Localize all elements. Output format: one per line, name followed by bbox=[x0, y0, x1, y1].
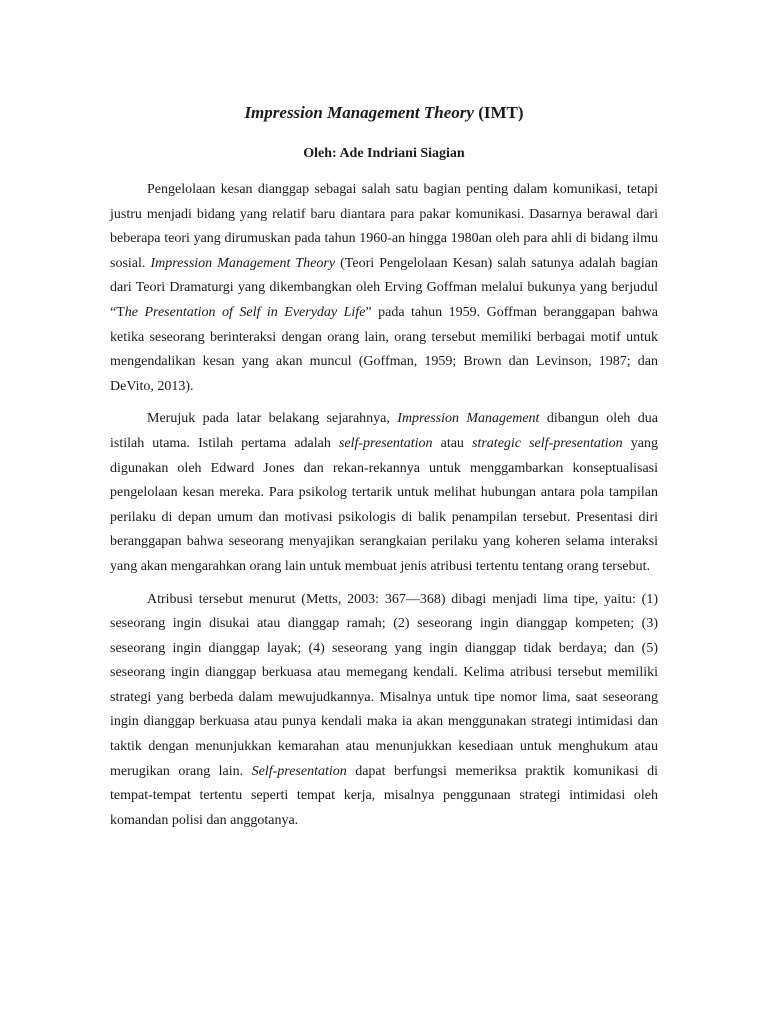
text-segment: yang digunakan oleh Edward Jones dan rekan-rekannya untuk menggambarkan konseptualisasi pengelolaan kesan mereka. Para psikolog tertarik untuk melihat hubungan antara pola tampilan perilaku di depan umum dan motivasi psikologis di balik penampilan tersebut. Presentasi diri beranggapan bahwa seseorang menyajikan serangkaian perilaku yang koheren selama interaksi yang akan mengarahkan orang lain untuk membuat jenis atribusi tertentu tentang orang tersebut. bbox=[110, 435, 658, 574]
text-segment: atau bbox=[432, 435, 473, 451]
text-segment: Atribusi tersebut menurut (Metts, 2003: 367—368) dibagi menjadi lima tipe, yaitu: (1) seseorang ingin disukai atau dianggap ramah; (2) seseorang ingin dianggap kompeten; (3) seseorang ingin dianggap layak; (4) seseorang yang ingin dianggap tidak berdaya; dan (5) seseorang ingin dianggap berkuasa atau memegang kendali. Kelima atribusi tersebut memiliki strategi yang berbeda dalam mewujudkannya. Misalnya untuk tipe nomor lima, saat seseorang ingin dianggap berkuasa atau punya kendali maka ia akan menggunakan strategi intimidasi dan taktik dengan menunjukkan kemarahan atau menunjukkan kesediaan untuk menghukum atau merugikan orang lain. bbox=[110, 591, 658, 779]
title-suffix: (IMT) bbox=[473, 103, 524, 122]
italic-text: strategic self-presentation bbox=[472, 435, 623, 451]
text-segment: dibangun oleh dua istilah utama. Istilah pertama adalah bbox=[110, 411, 658, 451]
text-segment: dapat berfungsi memeriksa praktik komunikasi di tempat-tempat tertentu seperti tempat kerja, misalnya penggunaan strategi intimidasi oleh komandan polisi dan anggotanya. bbox=[110, 763, 658, 828]
paragraph bbox=[110, 588, 658, 834]
body-text bbox=[110, 178, 658, 833]
italic-text: Impression Management Theory bbox=[150, 255, 336, 271]
italic-text: he Presentation of Self in Everyday Life bbox=[124, 304, 366, 320]
text-segment: Pengelolaan kesan dianggap sebagai salah satu bagian penting dalam komunikasi, tetapi justru menjadi bidang yang relatif baru diantara para pakar komunikasi. Dasarnya berawal dari beberapa teori yang dirumuskan pada tahun 1960-an hingga 1980an oleh para ahli di bidang ilmu sosial. bbox=[110, 182, 658, 271]
italic-text: Impression Management bbox=[397, 411, 540, 427]
italic-text: self-presentation bbox=[338, 435, 433, 451]
title-italic: Impression Management Theory bbox=[244, 103, 474, 122]
paragraph bbox=[110, 407, 658, 579]
document-title bbox=[110, 100, 658, 126]
paragraph bbox=[110, 178, 658, 399]
italic-text: Self-presentation bbox=[251, 763, 347, 779]
author-line: Oleh: Ade Indriani Siagian bbox=[303, 146, 465, 161]
document-page bbox=[110, 100, 658, 841]
text-segment: (Teori Pengelolaan Kesan) salah satunya adalah bagian dari Teori Dramaturgi yang dikembangkan oleh Erving Goffman melalui bukunya yang berjudul “T bbox=[110, 255, 659, 320]
text-segment: Merujuk pada latar belakang sejarahnya, bbox=[147, 411, 398, 427]
text-segment: ” pada tahun 1959. Goffman beranggapan bahwa ketika seseorang berinteraksi dengan orang lain, orang tersebut memiliki berbagai motif untuk mengendalikan kesan yang akan muncul (Goffman, 1959; Brown dan Levinson, 1987; dan DeVito, 2013). bbox=[110, 304, 658, 394]
